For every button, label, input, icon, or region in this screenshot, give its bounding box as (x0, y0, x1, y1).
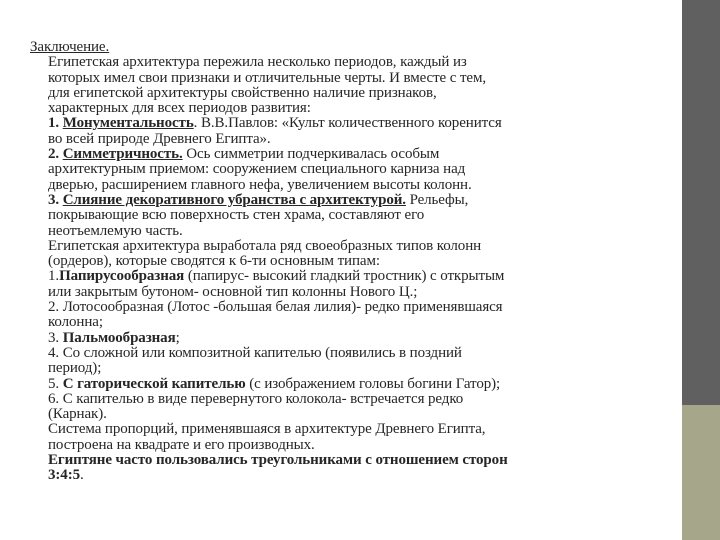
column-text: (папирус- высокий гладкий тростник) с открытым (184, 269, 505, 285)
proportion-ratio: 3:4:5 (48, 468, 80, 484)
paragraph-line: которых имел свои признаки и отличительные черты. И вместе с тем, (48, 70, 487, 86)
heading: Заключение. (30, 40, 110, 55)
paragraph-line: Египетская архитектура выработала ряд своеобразных типов колонн (48, 238, 482, 254)
feature-term: Слияние декоративного убранства с архитектурой. (62, 192, 406, 208)
feature-number: 1. (48, 116, 63, 132)
feature-text: Рельефы, (405, 192, 469, 208)
paragraph-line: построена на квадрате и его производных. (48, 437, 315, 453)
feature-text: Ось симметрии подчеркивалась особым (182, 147, 440, 163)
feature-text: . В.В.Павлов: «Культ количественного коренится (193, 116, 502, 132)
final-statement-cont (30, 468, 675, 483)
paragraph-line: для египетской архитектуры свойственно наличие признаков, (48, 85, 437, 101)
paragraph-line: дверью, расширением главного нефа, увеличением высоты колонн. (48, 177, 472, 193)
paragraph-line: (Карнак). (48, 407, 107, 423)
feature-item-3 (30, 193, 675, 208)
paragraph-line: характерных для всех периодов развития: (48, 101, 311, 117)
column-term: С гаторической капителью (62, 376, 246, 392)
feature-number: 2. (48, 147, 63, 163)
column-type-4: 4. Со сложной или композитной капителью (появились в поздний (48, 345, 462, 361)
paragraph-line: Египетская архитектура пережила несколько периодов, каждый из (48, 55, 467, 71)
paragraph-line: (ордеров), которые сводятся к 6-ти основным типам: (48, 254, 380, 270)
feature-term: Симметричность. (62, 147, 183, 163)
feature-item-2 (30, 147, 675, 162)
paragraph-line: или закрытым бутоном- основной тип колонны Нового Ц.; (48, 284, 418, 300)
column-number: 5. (48, 376, 63, 392)
column-term: Пальмообразная (62, 330, 176, 346)
feature-item-1 (30, 116, 675, 131)
column-type-3 (30, 331, 675, 346)
final-text: Египтяне часто пользовались треугольниками с отношением сторон (48, 453, 508, 469)
final-period: . (80, 468, 84, 484)
decorative-band-top (682, 0, 720, 405)
column-type-5 (30, 377, 675, 392)
column-term: Папирусообразная (59, 269, 185, 285)
decorative-band-bottom (682, 405, 720, 540)
column-number: 3. (48, 330, 63, 346)
column-number: 1. (48, 269, 60, 285)
feature-number: 3. (48, 192, 63, 208)
paragraph-line: колонна; (48, 315, 103, 331)
column-text: ; (175, 330, 180, 346)
paragraph-line: период); (48, 361, 102, 377)
slide-text (30, 40, 675, 484)
column-type-1 (30, 269, 675, 284)
paragraph-line: архитектурным приемом: сооружением специального карниза над (48, 162, 466, 178)
column-type-6: 6. С капителью в виде перевернутого колокола- встречается редко (48, 391, 464, 407)
column-text: (с изображением головы богини Гатор); (245, 376, 501, 392)
feature-term: Монументальность (62, 116, 194, 132)
paragraph-line: во всей природе Древнего Египта». (48, 131, 271, 147)
paragraph-line: Система пропорций, применявшаяся в архитектуре Древнего Египта, (48, 422, 486, 438)
final-statement (30, 453, 675, 468)
paragraph-line: неотъемлемую часть. (48, 223, 183, 239)
paragraph-line: покрывающие всю поверхность стен храма, составляют его (48, 208, 425, 224)
column-type-2: 2. Лотосообразная (Лотос -большая белая лилия)- редко применявшаяся (48, 300, 503, 316)
